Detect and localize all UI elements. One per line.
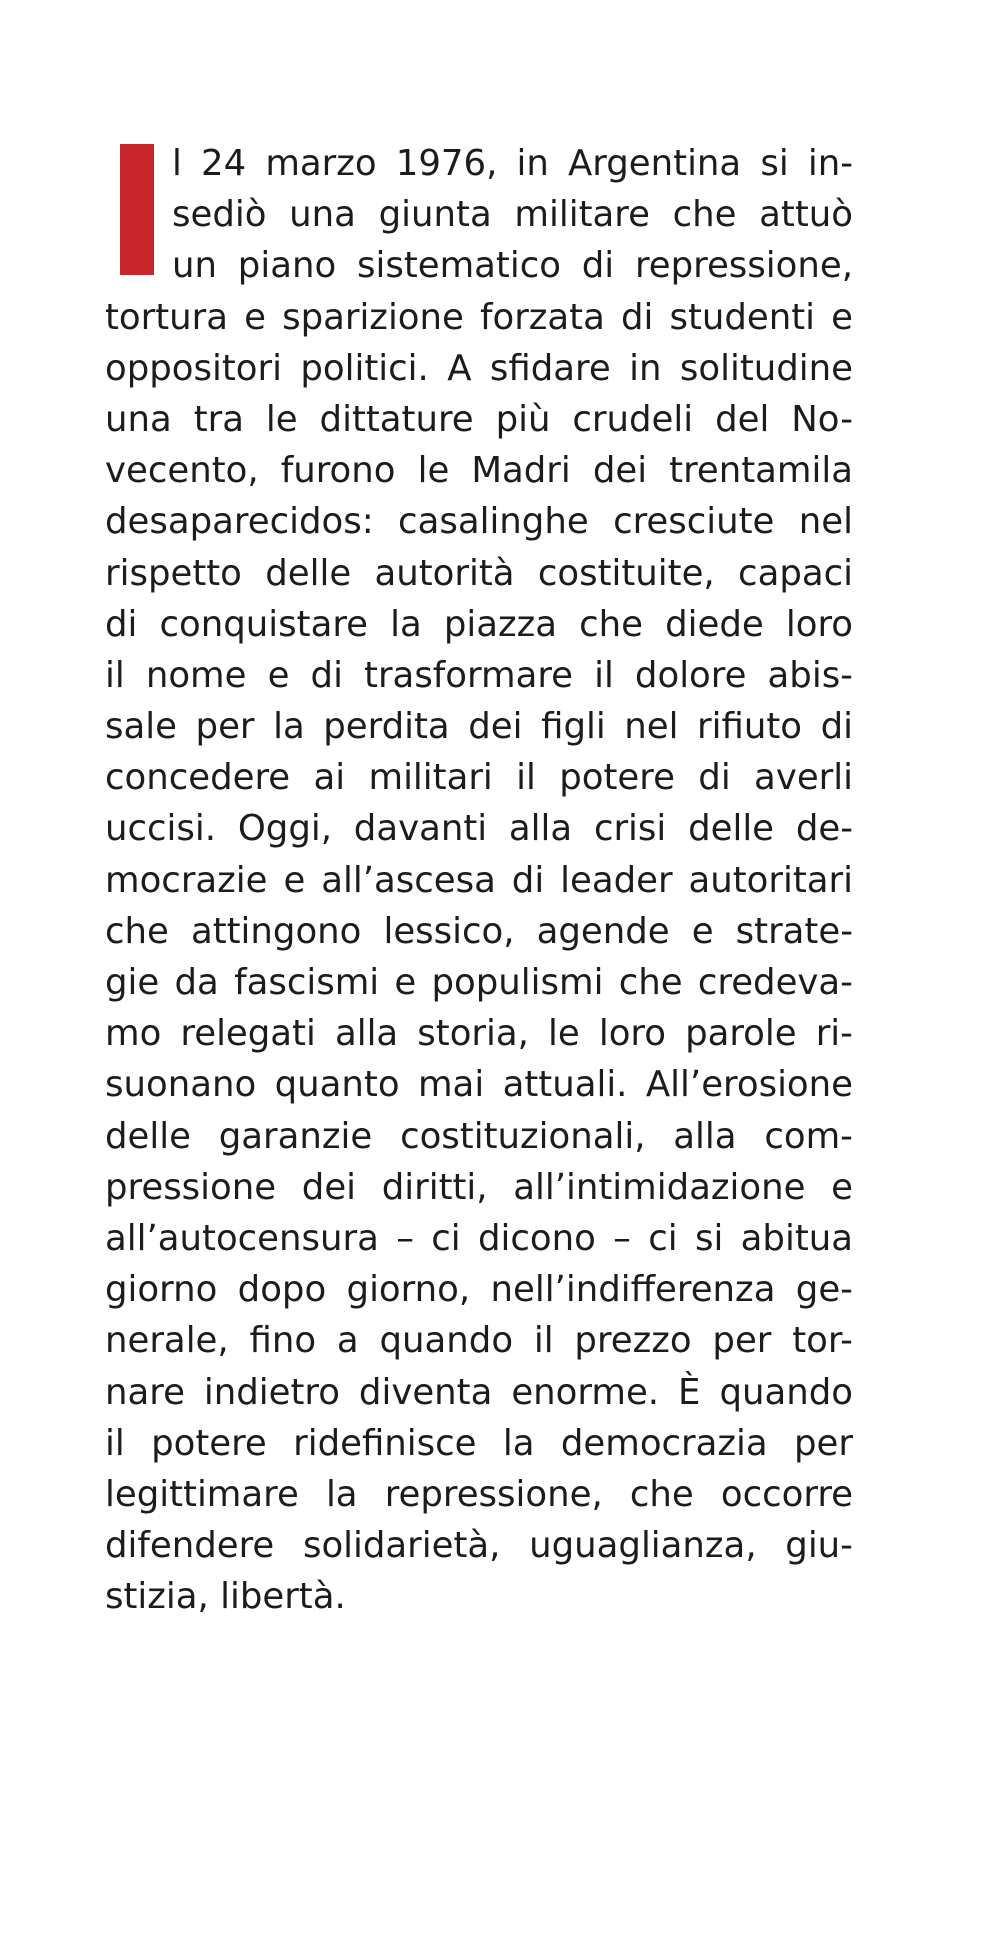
- paragraph-line: tortura e sparizione forzata di studenti e: [105, 296, 853, 338]
- paragraph-line: nerale, fino a quando il prezzo per tor-: [105, 1320, 853, 1362]
- paragraph-line: oppositori politici. A sfidare in solitudine: [105, 347, 853, 389]
- paragraph-line: delle garanzie costituzionali, alla com-: [105, 1115, 853, 1157]
- paragraph-line: il potere ridefinisce la democrazia per: [105, 1422, 853, 1464]
- paragraph-line: stizia, libertà.: [105, 1576, 346, 1618]
- paragraph-line: desaparecidos: casalinghe cresciute nel: [105, 501, 853, 543]
- paragraph-line: pressione dei diritti, all’intimidazione e: [105, 1166, 853, 1208]
- paragraph-line: il nome e di trasformare il dolore abis-: [105, 654, 853, 696]
- paragraph-line: suonano quanto mai attuali. All’erosione: [105, 1064, 853, 1106]
- paragraph-line: all’autocensura – ci dicono – ci si abitua: [105, 1217, 853, 1259]
- paragraph-line: sale per la perdita dei figli nel rifiuto di: [105, 706, 853, 748]
- paragraph-line: legittimare la repressione, che occorre: [105, 1473, 853, 1515]
- paragraph-line: vecento, furono le Madri dei trentamila: [105, 450, 853, 492]
- paragraph-line: sediò una giunta militare che attuò: [172, 194, 853, 236]
- paragraph-line: nare indietro diventa enorme. È quando: [105, 1371, 853, 1413]
- paragraph: [105, 138, 853, 1622]
- paragraph-line: di conquistare la piazza che diede loro: [105, 603, 853, 645]
- paragraph-line: difendere solidarietà, uguaglianza, giu-: [105, 1525, 853, 1567]
- paragraph-line: rispetto delle autorità costituite, capaci: [105, 552, 853, 594]
- paragraph-line: concedere ai militari il potere di averli: [105, 757, 853, 799]
- paragraph-line: mocrazie e all’ascesa di leader autoritari: [105, 859, 853, 901]
- paragraph-line: che attingono lessico, agende e strate-: [105, 910, 853, 952]
- paragraph-line: mo relegati alla storia, le loro parole ri-: [105, 1013, 853, 1055]
- paragraph-line: una tra le dittature più crudeli del No-: [105, 398, 853, 440]
- paragraph-line: uccisi. Oggi, davanti alla crisi delle de-: [105, 808, 853, 850]
- paragraph-line: l 24 marzo 1976, in Argentina si in-: [172, 143, 853, 184]
- paragraph-line: gie da fascismi e populismi che credeva-: [105, 962, 853, 1003]
- paragraph-line: giorno dopo giorno, nell’indifferenza ge-: [105, 1269, 853, 1311]
- paragraph-line: un piano sistematico di repressione,: [172, 245, 853, 287]
